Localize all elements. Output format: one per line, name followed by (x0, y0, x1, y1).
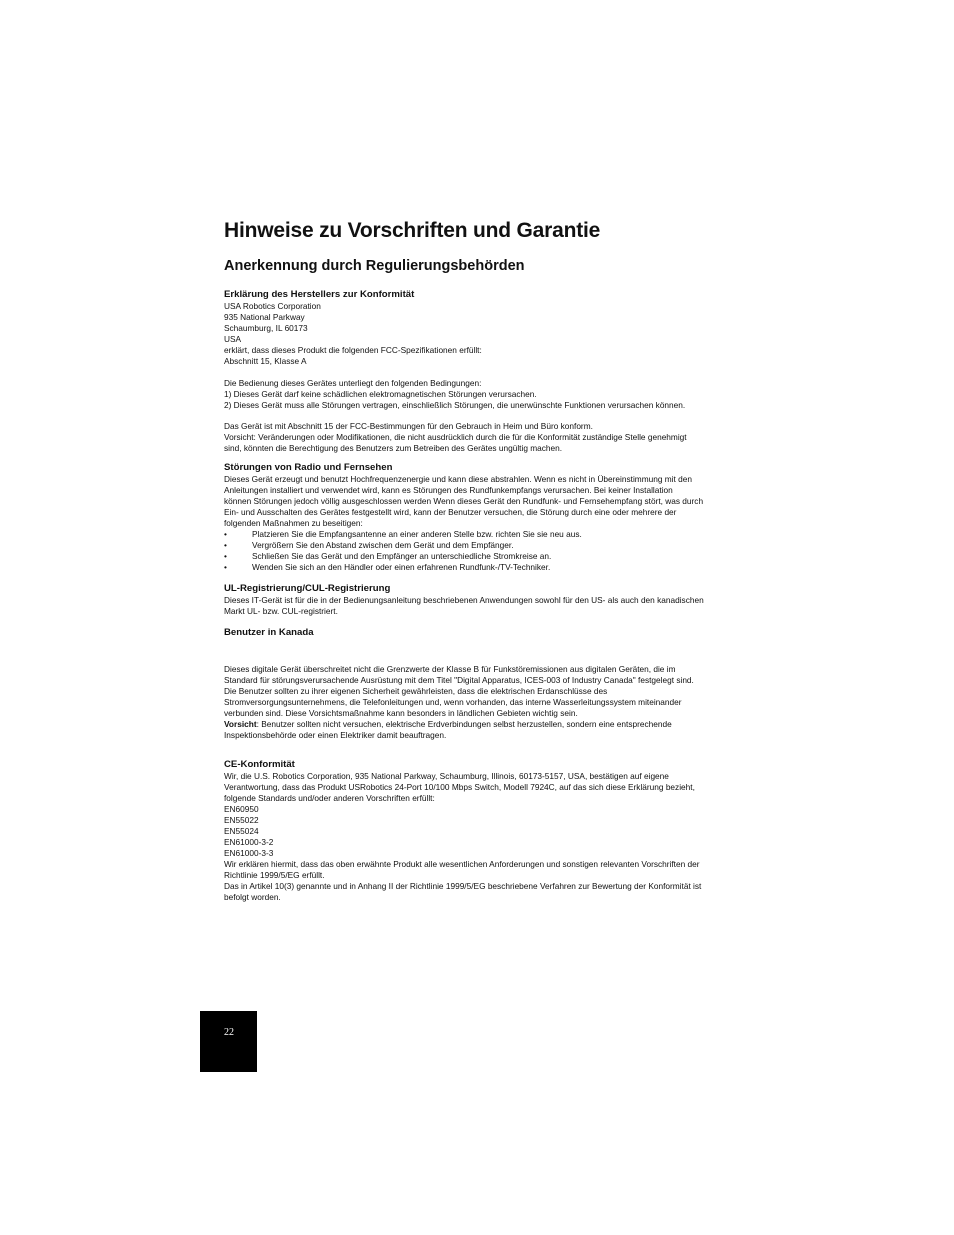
list-item: • Schließen Sie das Gerät und den Empfänger an unterschiedliche Stromkreise an. (224, 550, 552, 561)
ce-line: Richtlinie 1999/5/EG erfüllt. (224, 870, 325, 881)
declaration-note: Vorsicht: Veränderungen oder Modifikationen, die nicht ausdrücklich durch die für die Konformität zuständige Stelle genehmigt (224, 432, 687, 443)
bullet-icon: • (224, 529, 227, 540)
ce-line: Verantwortung, dass das Produkt USRobotics 24-Port 10/100 Mbps Switch, Modell 7924C, auf das sich diese Erklärung bezieht, (224, 782, 695, 793)
declaration-line: erklärt, dass dieses Produkt die folgenden FCC-Spezifikationen erfüllt: (224, 344, 482, 355)
condition-item: 1) Dieses Gerät darf keine schädlichen elektromagnetischen Störungen verursachen. (224, 388, 537, 399)
radio-heading: Störungen von Radio und Fernsehen (224, 462, 393, 474)
page-title: Hinweise zu Vorschriften und Garantie (224, 219, 601, 242)
canada-line: Dieses digitale Gerät überschreitet nicht die Grenzwerte der Klasse B für Funkstöremissionen aus digitalen Geräten, die im (224, 663, 676, 674)
page-number-box (200, 1011, 257, 1072)
canada-line: Die Benutzer sollten zu ihrer eigenen Sicherheit gewährleisten, dass die elektrischen Erdanschlüsse des (224, 685, 608, 696)
canada-line: verbunden sind. Diese Vorsichtsmaßnahme kann besonders in ländlichen Gebieten wichtig sein. (224, 707, 578, 718)
ce-line: Das in Artikel 10(3) genannte und in Anhang II der Richtlinie 1999/5/EG beschriebene Verfahren zur Bewertung der Konformität ist (224, 881, 702, 891)
radio-line: Anleitungen installiert und verwendet wird, kann es Störungen des Rundfunkempfangs verursachen. Bei keiner Installation (224, 485, 673, 496)
ce-line: EN55024 (224, 826, 259, 837)
ul-line: Dieses IT-Gerät ist für die in der Bedienungsanleitung beschriebenen Anwendungen sowohl für den US- als auch den kanadischen (224, 594, 704, 605)
canada-line: Stromversorgungsunternehmens, die Telefonleitungen und, wenn vorhanden, das interne Wasserleitungssystem miteinander (224, 696, 682, 707)
bullet-icon: • (224, 561, 227, 572)
document-body (224, 218, 730, 903)
declaration-line: Abschnitt 15, Klasse A (224, 355, 307, 366)
radio-line: Dieses Gerät erzeugt und benutzt Hochfrequenzenergie und kann diese abstrahlen. Wenn es nicht in Übereinstimmung mit den (224, 474, 692, 485)
ce-line: EN61000-3-3 (224, 848, 274, 859)
declaration-line: USA (224, 333, 242, 344)
list-item: • Vergrößern Sie den Abstand zwischen dem Gerät und dem Empfänger. (224, 540, 514, 551)
canada-line: Standard für störungsverursachende Ausrüstung mit dem Titel "Digital Apparatus, ICES-003 of Industry Canada" festgelegt sind. (224, 674, 694, 685)
radio-line: Ein- und Ausschalten des Gerätes festgestellt wird, kann der Benutzer versuchen, die Störung durch eine oder mehrere der (224, 507, 677, 518)
ce-line: EN61000-3-2 (224, 837, 274, 848)
canada-heading: Benutzer in Kanada (224, 626, 314, 638)
radio-line: können Störungen jedoch völlig ausgeschlossen werden Wenn dieses Gerät den Rundfunk- und Fernsehempfang stört, was durch (224, 496, 704, 507)
ce-line: EN55022 (224, 815, 259, 826)
declaration-line: Schaumburg, IL 60173 (224, 322, 308, 333)
declaration-line: USA Robotics Corporation (224, 301, 321, 311)
condition-item: 2) Dieses Gerät muss alle Störungen vertragen, einschließlich Störungen, die unerwünschte Funktionen verursachen können. (224, 399, 686, 410)
declaration-section (224, 289, 730, 454)
caution-label: Vorsicht (224, 718, 257, 729)
list-item: • Platzieren Sie die Empfangsantenne an einer anderen Stelle bzw. richten Sie sie neu aus. (224, 529, 582, 540)
declaration-line: 935 National Parkway (224, 311, 305, 322)
ul-section (224, 583, 730, 617)
ce-section (224, 759, 730, 902)
declaration-note: sind, könnten die Berechtigung des Benutzers zum Betreiben des Gerätes ungültig machen. (224, 443, 563, 454)
ul-heading: UL-Registrierung/CUL-Registrierung (224, 582, 391, 594)
radio-section (224, 462, 730, 573)
bullet-icon: • (224, 540, 227, 551)
page-subtitle: Anerkennung durch Regulierungsbehörden (224, 258, 525, 274)
declaration-heading: Erklärung des Herstellers zur Konformität (224, 289, 415, 300)
ce-line: Wir, die U.S. Robotics Corporation, 935 National Parkway, Schaumburg, Illinois, 60173-5157, USA, bestätigen auf eigene (224, 771, 669, 782)
ce-line: Wir erklären hiermit, dass das oben erwähnte Produkt alle wesentlichen Anforderungen und sonstigen relevanten Vorschriften der (224, 859, 700, 870)
ce-line: EN60950 (224, 804, 259, 815)
radio-line: folgenden Maßnahmen zu beseitigen: (224, 518, 363, 529)
ce-heading: CE-Konformität (224, 759, 295, 771)
bullet-icon: • (224, 550, 227, 561)
list-item: • Wenden Sie sich an den Händler oder einen erfahrenen Rundfunk-/TV-Techniker. (224, 561, 551, 572)
ul-line: Markt UL- bzw. CUL-registriert. (224, 605, 338, 616)
conditions-intro: Die Bedienung dieses Gerätes unterliegt den folgenden Bedingungen: (224, 377, 482, 388)
radio-bullet-list (224, 529, 730, 573)
ce-line: folgende Standards und/oder anderen Vorschriften erfüllt: (224, 793, 435, 804)
page-number: 22 (224, 1027, 234, 1038)
canada-caution-line: Inspektionsbehörde oder einen Elektriker damit beauftragen. (224, 729, 447, 740)
canada-section (224, 627, 730, 741)
ce-line: befolgt worden. (224, 891, 281, 902)
canada-caution: Vorsicht: Benutzer sollten nicht versuchen, elektrische Erdverbindungen selbst herzustellen, sondern eine entsprechende (224, 718, 672, 729)
declaration-note: Das Gerät ist mit Abschnitt 15 der FCC-Bestimmungen für den Gebrauch in Heim und Büro konform. (224, 421, 593, 432)
